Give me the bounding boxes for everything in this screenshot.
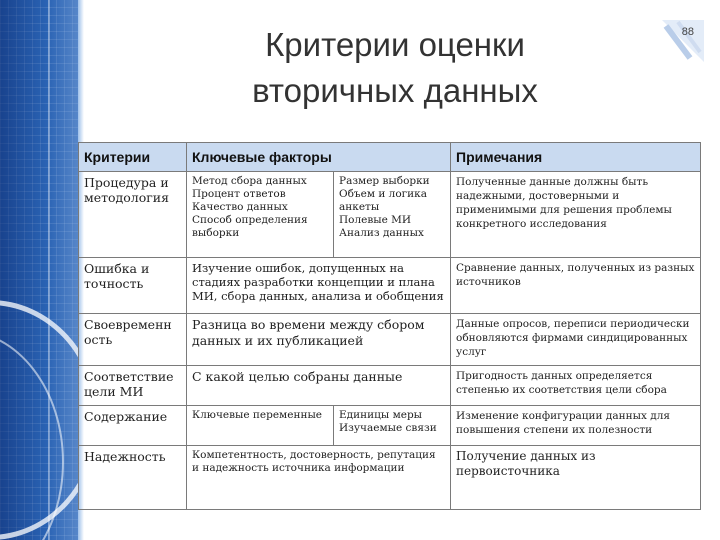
factor-item: Процент ответов (192, 188, 286, 200)
factors-cell: Компетентность, достоверность, репутация и надежность источника информации (187, 446, 451, 510)
factor-item: Единицы меры (339, 409, 423, 421)
slide-title-line1: Критерии оценки (265, 26, 525, 63)
slide-title-line2: вторичных данных (252, 72, 538, 109)
factor-item: Метод сбора данных (192, 175, 307, 187)
note-cell: Полученные данные должны быть надежными, достоверными и применимыми для решения проблемы конкретного исследования (451, 172, 701, 258)
factors-cell-b (334, 172, 451, 258)
table-row (79, 314, 701, 366)
table-row (79, 366, 701, 406)
decorative-left-band (0, 0, 78, 540)
table-header-row (79, 143, 701, 172)
header-criteria: Критерии (79, 143, 187, 172)
note-cell: Получение данных из первоисточника (451, 446, 701, 510)
factor-item: Анализ данных (339, 227, 424, 239)
factors-cell-a (187, 406, 334, 446)
criterion-cell: Содержание (79, 406, 187, 446)
criteria-table (78, 142, 701, 510)
table-row (79, 406, 701, 446)
header-factors: Ключевые факторы (187, 143, 451, 172)
note-cell: Изменение конфигурации данных для повышения степени их полезности (451, 406, 701, 446)
criterion-cell: Своевременн ость (79, 314, 187, 366)
factor-item: Способ определения выборки (192, 214, 308, 239)
factor-item: Изучаемые связи (339, 422, 437, 434)
factors-cell-a (187, 172, 334, 258)
criterion-cell: Надежность (79, 446, 187, 510)
note-cell: Сравнение данных, полученных из разных источников (451, 258, 701, 314)
factors-cell: Изучение ошибок, допущенных на стадиях разработки концепции и плана МИ, сбора данных, анализа и обобщения (187, 258, 451, 314)
note-cell: Пригодность данных определяется степенью их соответствия цели сбора (451, 366, 701, 406)
table-row (79, 446, 701, 510)
factor-item: Качество данных (192, 201, 288, 213)
slide-title (150, 22, 640, 114)
note-cell: Данные опросов, переписи периодически обновляются фирмами синдицированных услуг (451, 314, 701, 366)
criterion-cell: Процедура и методология (79, 172, 187, 258)
criterion-cell: Ошибка и точность (79, 258, 187, 314)
factor-item: Объем и логика анкеты (339, 188, 427, 213)
criterion-cell: Соответствие цели МИ (79, 366, 187, 406)
factor-item: Размер выборки (339, 175, 430, 187)
header-notes: Примечания (451, 143, 701, 172)
page-number: 88 (681, 26, 694, 38)
factor-item: Полевые МИ (339, 214, 412, 226)
factors-cell: Разница во времени между сбором данных и их публикацией (187, 314, 451, 366)
page-corner-icon (660, 18, 706, 64)
table-row (79, 172, 701, 258)
factor-item: Ключевые переменные (192, 409, 323, 421)
factors-cell: С какой целью собраны данные (187, 366, 451, 406)
table-row (79, 258, 701, 314)
factors-cell-b (334, 406, 451, 446)
